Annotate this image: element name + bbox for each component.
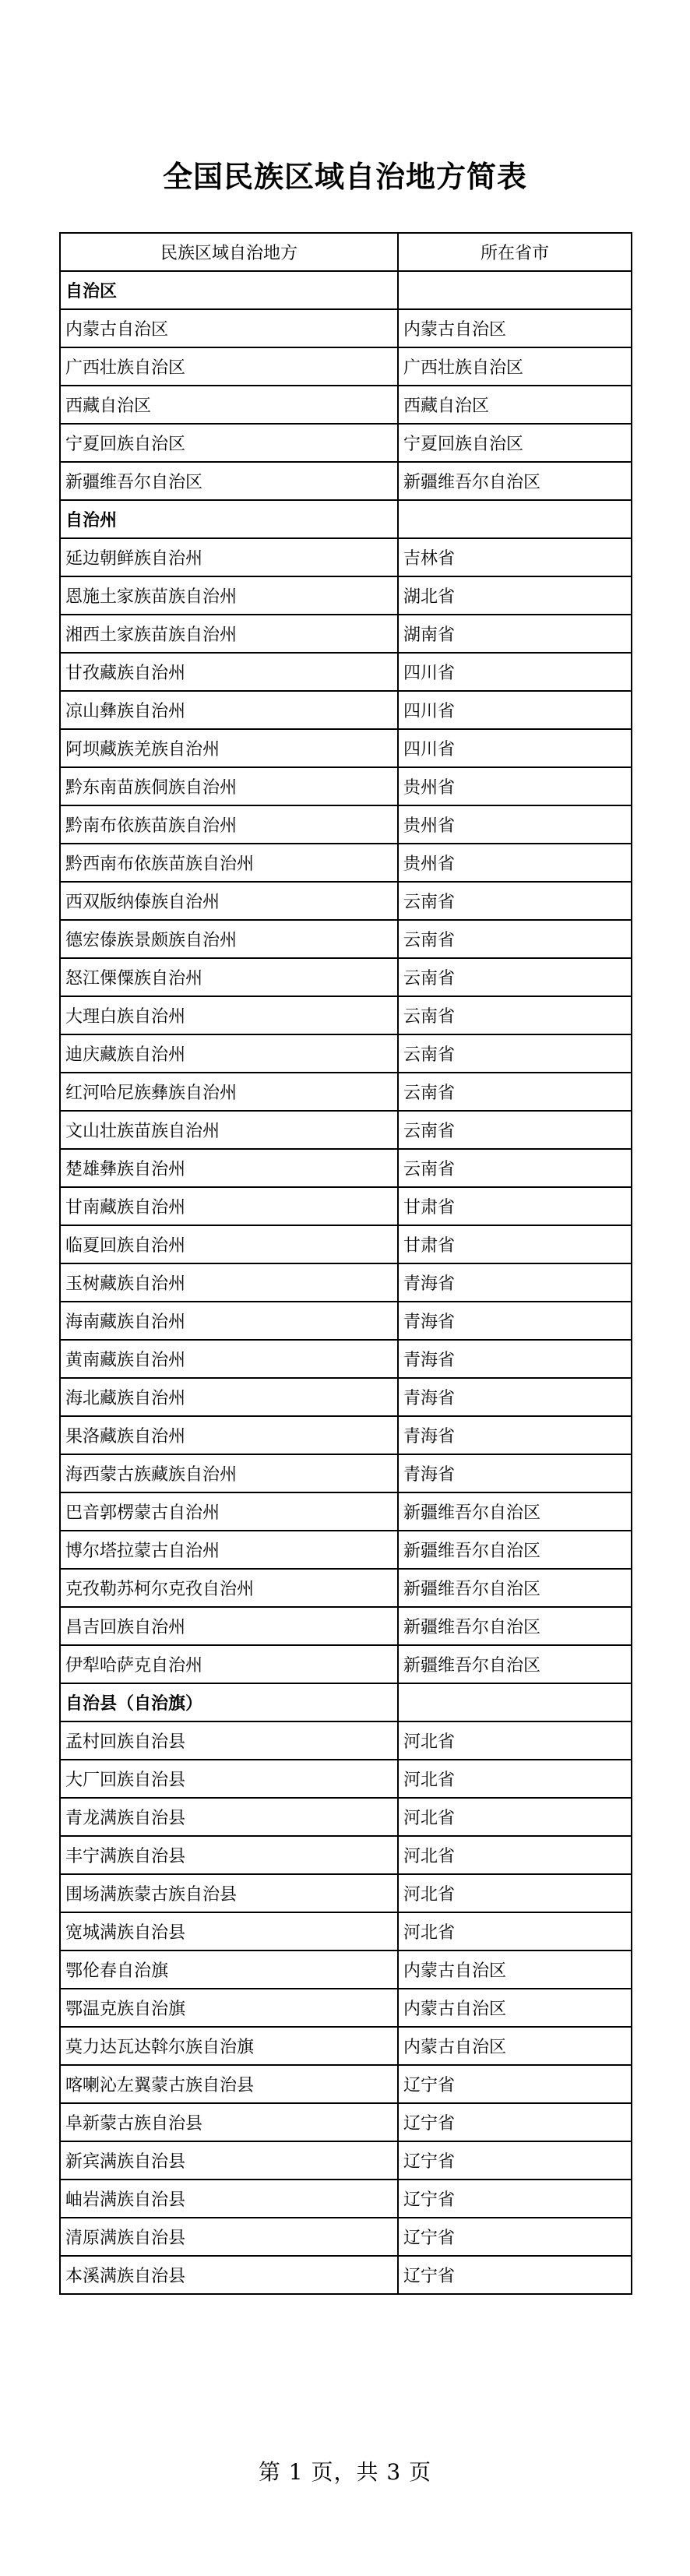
table-row [60, 386, 632, 424]
region-name-cell: 德宏傣族景颇族自治州 [60, 920, 398, 958]
province-cell [398, 1683, 632, 1721]
region-name-cell: 甘南藏族自治州 [60, 1187, 398, 1225]
province-cell: 青海省 [398, 1340, 632, 1378]
region-name-cell: 清原满族自治县 [60, 2218, 398, 2256]
table-row [60, 1149, 632, 1187]
region-name-cell: 大理白族自治州 [60, 996, 398, 1034]
table-row [60, 1874, 632, 1912]
province-cell [398, 271, 632, 309]
province-cell: 河北省 [398, 1912, 632, 1951]
table-row [60, 2065, 632, 2103]
table-row [60, 844, 632, 882]
province-cell: 新疆维吾尔自治区 [398, 1645, 632, 1683]
province-cell: 新疆维吾尔自治区 [398, 462, 632, 500]
table-row [60, 653, 632, 691]
table-row [60, 1225, 632, 1263]
section-label: 自治县（自治旗） [60, 1683, 398, 1721]
region-name-cell: 克孜勒苏柯尔克孜自治州 [60, 1569, 398, 1607]
table-row [60, 958, 632, 996]
province-cell: 吉林省 [398, 538, 632, 576]
region-name-cell: 大厂回族自治县 [60, 1760, 398, 1798]
province-cell: 内蒙古自治区 [398, 309, 632, 347]
province-cell: 辽宁省 [398, 2065, 632, 2103]
region-name-cell: 鄂伦春自治旗 [60, 1951, 398, 1989]
province-cell: 云南省 [398, 1073, 632, 1111]
province-cell: 河北省 [398, 1836, 632, 1874]
table-header-row [60, 233, 632, 271]
table-row [60, 1607, 632, 1645]
table-row [60, 347, 632, 386]
region-name-cell: 黄南藏族自治州 [60, 1340, 398, 1378]
province-cell: 青海省 [398, 1378, 632, 1416]
province-cell: 辽宁省 [398, 2103, 632, 2141]
table-row [60, 1187, 632, 1225]
province-cell: 河北省 [398, 1874, 632, 1912]
table-row [60, 1951, 632, 1989]
section-label: 自治州 [60, 500, 398, 538]
table-row [60, 1340, 632, 1378]
table-row [60, 805, 632, 844]
province-cell: 青海省 [398, 1263, 632, 1302]
region-name-cell: 新宾满族自治县 [60, 2141, 398, 2180]
region-name-cell: 本溪满族自治县 [60, 2256, 398, 2294]
table-row [60, 576, 632, 615]
province-cell: 广西壮族自治区 [398, 347, 632, 386]
province-cell: 云南省 [398, 996, 632, 1034]
region-name-cell: 西藏自治区 [60, 386, 398, 424]
table-row [60, 729, 632, 767]
table-row [60, 2141, 632, 2180]
region-name-cell: 宽城满族自治县 [60, 1912, 398, 1951]
province-cell: 内蒙古自治区 [398, 1951, 632, 1989]
province-cell: 新疆维吾尔自治区 [398, 1607, 632, 1645]
province-cell: 贵州省 [398, 844, 632, 882]
table-row [60, 424, 632, 462]
province-cell: 云南省 [398, 882, 632, 920]
table-row [60, 615, 632, 653]
table-row [60, 1798, 632, 1836]
province-cell: 湖南省 [398, 615, 632, 653]
region-name-cell: 海北藏族自治州 [60, 1378, 398, 1416]
province-cell: 青海省 [398, 1454, 632, 1492]
table-row [60, 2256, 632, 2294]
table-row [60, 462, 632, 500]
table-row [60, 1454, 632, 1492]
table-body [60, 271, 632, 2294]
region-name-cell: 阿坝藏族羌族自治州 [60, 729, 398, 767]
table-row [60, 1912, 632, 1951]
table-row [60, 2103, 632, 2141]
table-row [60, 1645, 632, 1683]
region-name-cell: 宁夏回族自治区 [60, 424, 398, 462]
region-name-cell: 莫力达瓦达斡尔族自治旗 [60, 2027, 398, 2065]
column-header-region: 民族区域自治地方 [60, 233, 398, 271]
table-row [60, 309, 632, 347]
table-row [60, 1302, 632, 1340]
province-cell: 青海省 [398, 1302, 632, 1340]
region-name-cell: 甘孜藏族自治州 [60, 653, 398, 691]
table-row [60, 767, 632, 805]
province-cell [398, 500, 632, 538]
table-row [60, 1416, 632, 1454]
region-name-cell: 红河哈尼族彝族自治州 [60, 1073, 398, 1111]
region-name-cell: 楚雄彝族自治州 [60, 1149, 398, 1187]
table-row [60, 1760, 632, 1798]
region-name-cell: 延边朝鲜族自治州 [60, 538, 398, 576]
region-name-cell: 岫岩满族自治县 [60, 2180, 398, 2218]
table-row [60, 996, 632, 1034]
region-name-cell: 巴音郭楞蒙古自治州 [60, 1492, 398, 1531]
region-name-cell: 文山壮族苗族自治州 [60, 1111, 398, 1149]
province-cell: 新疆维吾尔自治区 [398, 1569, 632, 1607]
region-name-cell: 昌吉回族自治州 [60, 1607, 398, 1645]
table-row [60, 538, 632, 576]
table-row [60, 2027, 632, 2065]
table-row [60, 1989, 632, 2027]
table-row [60, 1073, 632, 1111]
province-cell: 贵州省 [398, 767, 632, 805]
table-row [60, 1492, 632, 1531]
region-name-cell: 玉树藏族自治州 [60, 1263, 398, 1302]
region-name-cell: 伊犁哈萨克自治州 [60, 1645, 398, 1683]
province-cell: 云南省 [398, 1149, 632, 1187]
province-cell: 辽宁省 [398, 2218, 632, 2256]
table-row [60, 920, 632, 958]
region-name-cell: 孟村回族自治县 [60, 1721, 398, 1760]
province-cell: 云南省 [398, 920, 632, 958]
province-cell: 辽宁省 [398, 2141, 632, 2180]
region-name-cell: 内蒙古自治区 [60, 309, 398, 347]
province-cell: 云南省 [398, 1034, 632, 1073]
region-name-cell: 凉山彝族自治州 [60, 691, 398, 729]
region-name-cell: 西双版纳傣族自治州 [60, 882, 398, 920]
table-row [60, 2180, 632, 2218]
section-row [60, 271, 632, 309]
table-row [60, 1721, 632, 1760]
region-name-cell: 博尔塔拉蒙古自治州 [60, 1531, 398, 1569]
section-row [60, 500, 632, 538]
province-cell: 河北省 [398, 1760, 632, 1798]
region-name-cell: 围场满族蒙古族自治县 [60, 1874, 398, 1912]
region-name-cell: 湘西土家族苗族自治州 [60, 615, 398, 653]
province-cell: 辽宁省 [398, 2256, 632, 2294]
region-name-cell: 阜新蒙古族自治县 [60, 2103, 398, 2141]
region-name-cell: 海南藏族自治州 [60, 1302, 398, 1340]
page-footer: 第 1 页，共 3 页 [258, 2459, 432, 2485]
table-row [60, 2218, 632, 2256]
table-row [60, 1034, 632, 1073]
province-cell: 四川省 [398, 653, 632, 691]
province-cell: 四川省 [398, 729, 632, 767]
province-cell: 内蒙古自治区 [398, 2027, 632, 2065]
province-cell: 新疆维吾尔自治区 [398, 1492, 632, 1531]
table-row [60, 1569, 632, 1607]
region-name-cell: 黔南布依族苗族自治州 [60, 805, 398, 844]
table-row [60, 1111, 632, 1149]
region-name-cell: 青龙满族自治县 [60, 1798, 398, 1836]
region-name-cell: 果洛藏族自治州 [60, 1416, 398, 1454]
province-cell: 内蒙古自治区 [398, 1989, 632, 2027]
autonomous-regions-table [59, 232, 632, 2295]
table-row [60, 882, 632, 920]
table-row [60, 691, 632, 729]
page-title: 全国民族区域自治地方简表 [162, 160, 527, 194]
region-name-cell: 新疆维吾尔自治区 [60, 462, 398, 500]
table-row [60, 1263, 632, 1302]
section-label: 自治区 [60, 271, 398, 309]
province-cell: 西藏自治区 [398, 386, 632, 424]
province-cell: 云南省 [398, 1111, 632, 1149]
province-cell: 河北省 [398, 1798, 632, 1836]
province-cell: 河北省 [398, 1721, 632, 1760]
region-name-cell: 鄂温克族自治旗 [60, 1989, 398, 2027]
province-cell: 新疆维吾尔自治区 [398, 1531, 632, 1569]
province-cell: 甘肃省 [398, 1225, 632, 1263]
province-cell: 贵州省 [398, 805, 632, 844]
region-name-cell: 恩施土家族苗族自治州 [60, 576, 398, 615]
table-row [60, 1378, 632, 1416]
region-name-cell: 丰宁满族自治县 [60, 1836, 398, 1874]
province-cell: 湖北省 [398, 576, 632, 615]
province-cell: 宁夏回族自治区 [398, 424, 632, 462]
region-name-cell: 黔西南布依族苗族自治州 [60, 844, 398, 882]
region-name-cell: 喀喇沁左翼蒙古族自治县 [60, 2065, 398, 2103]
province-cell: 甘肃省 [398, 1187, 632, 1225]
column-header-province: 所在省市 [398, 233, 632, 271]
province-cell: 云南省 [398, 958, 632, 996]
province-cell: 四川省 [398, 691, 632, 729]
province-cell: 青海省 [398, 1416, 632, 1454]
region-name-cell: 临夏回族自治州 [60, 1225, 398, 1263]
region-name-cell: 怒江傈僳族自治州 [60, 958, 398, 996]
region-name-cell: 迪庆藏族自治州 [60, 1034, 398, 1073]
table-row [60, 1531, 632, 1569]
section-row [60, 1683, 632, 1721]
region-name-cell: 黔东南苗族侗族自治州 [60, 767, 398, 805]
table-row [60, 1836, 632, 1874]
region-name-cell: 海西蒙古族藏族自治州 [60, 1454, 398, 1492]
province-cell: 辽宁省 [398, 2180, 632, 2218]
region-name-cell: 广西壮族自治区 [60, 347, 398, 386]
